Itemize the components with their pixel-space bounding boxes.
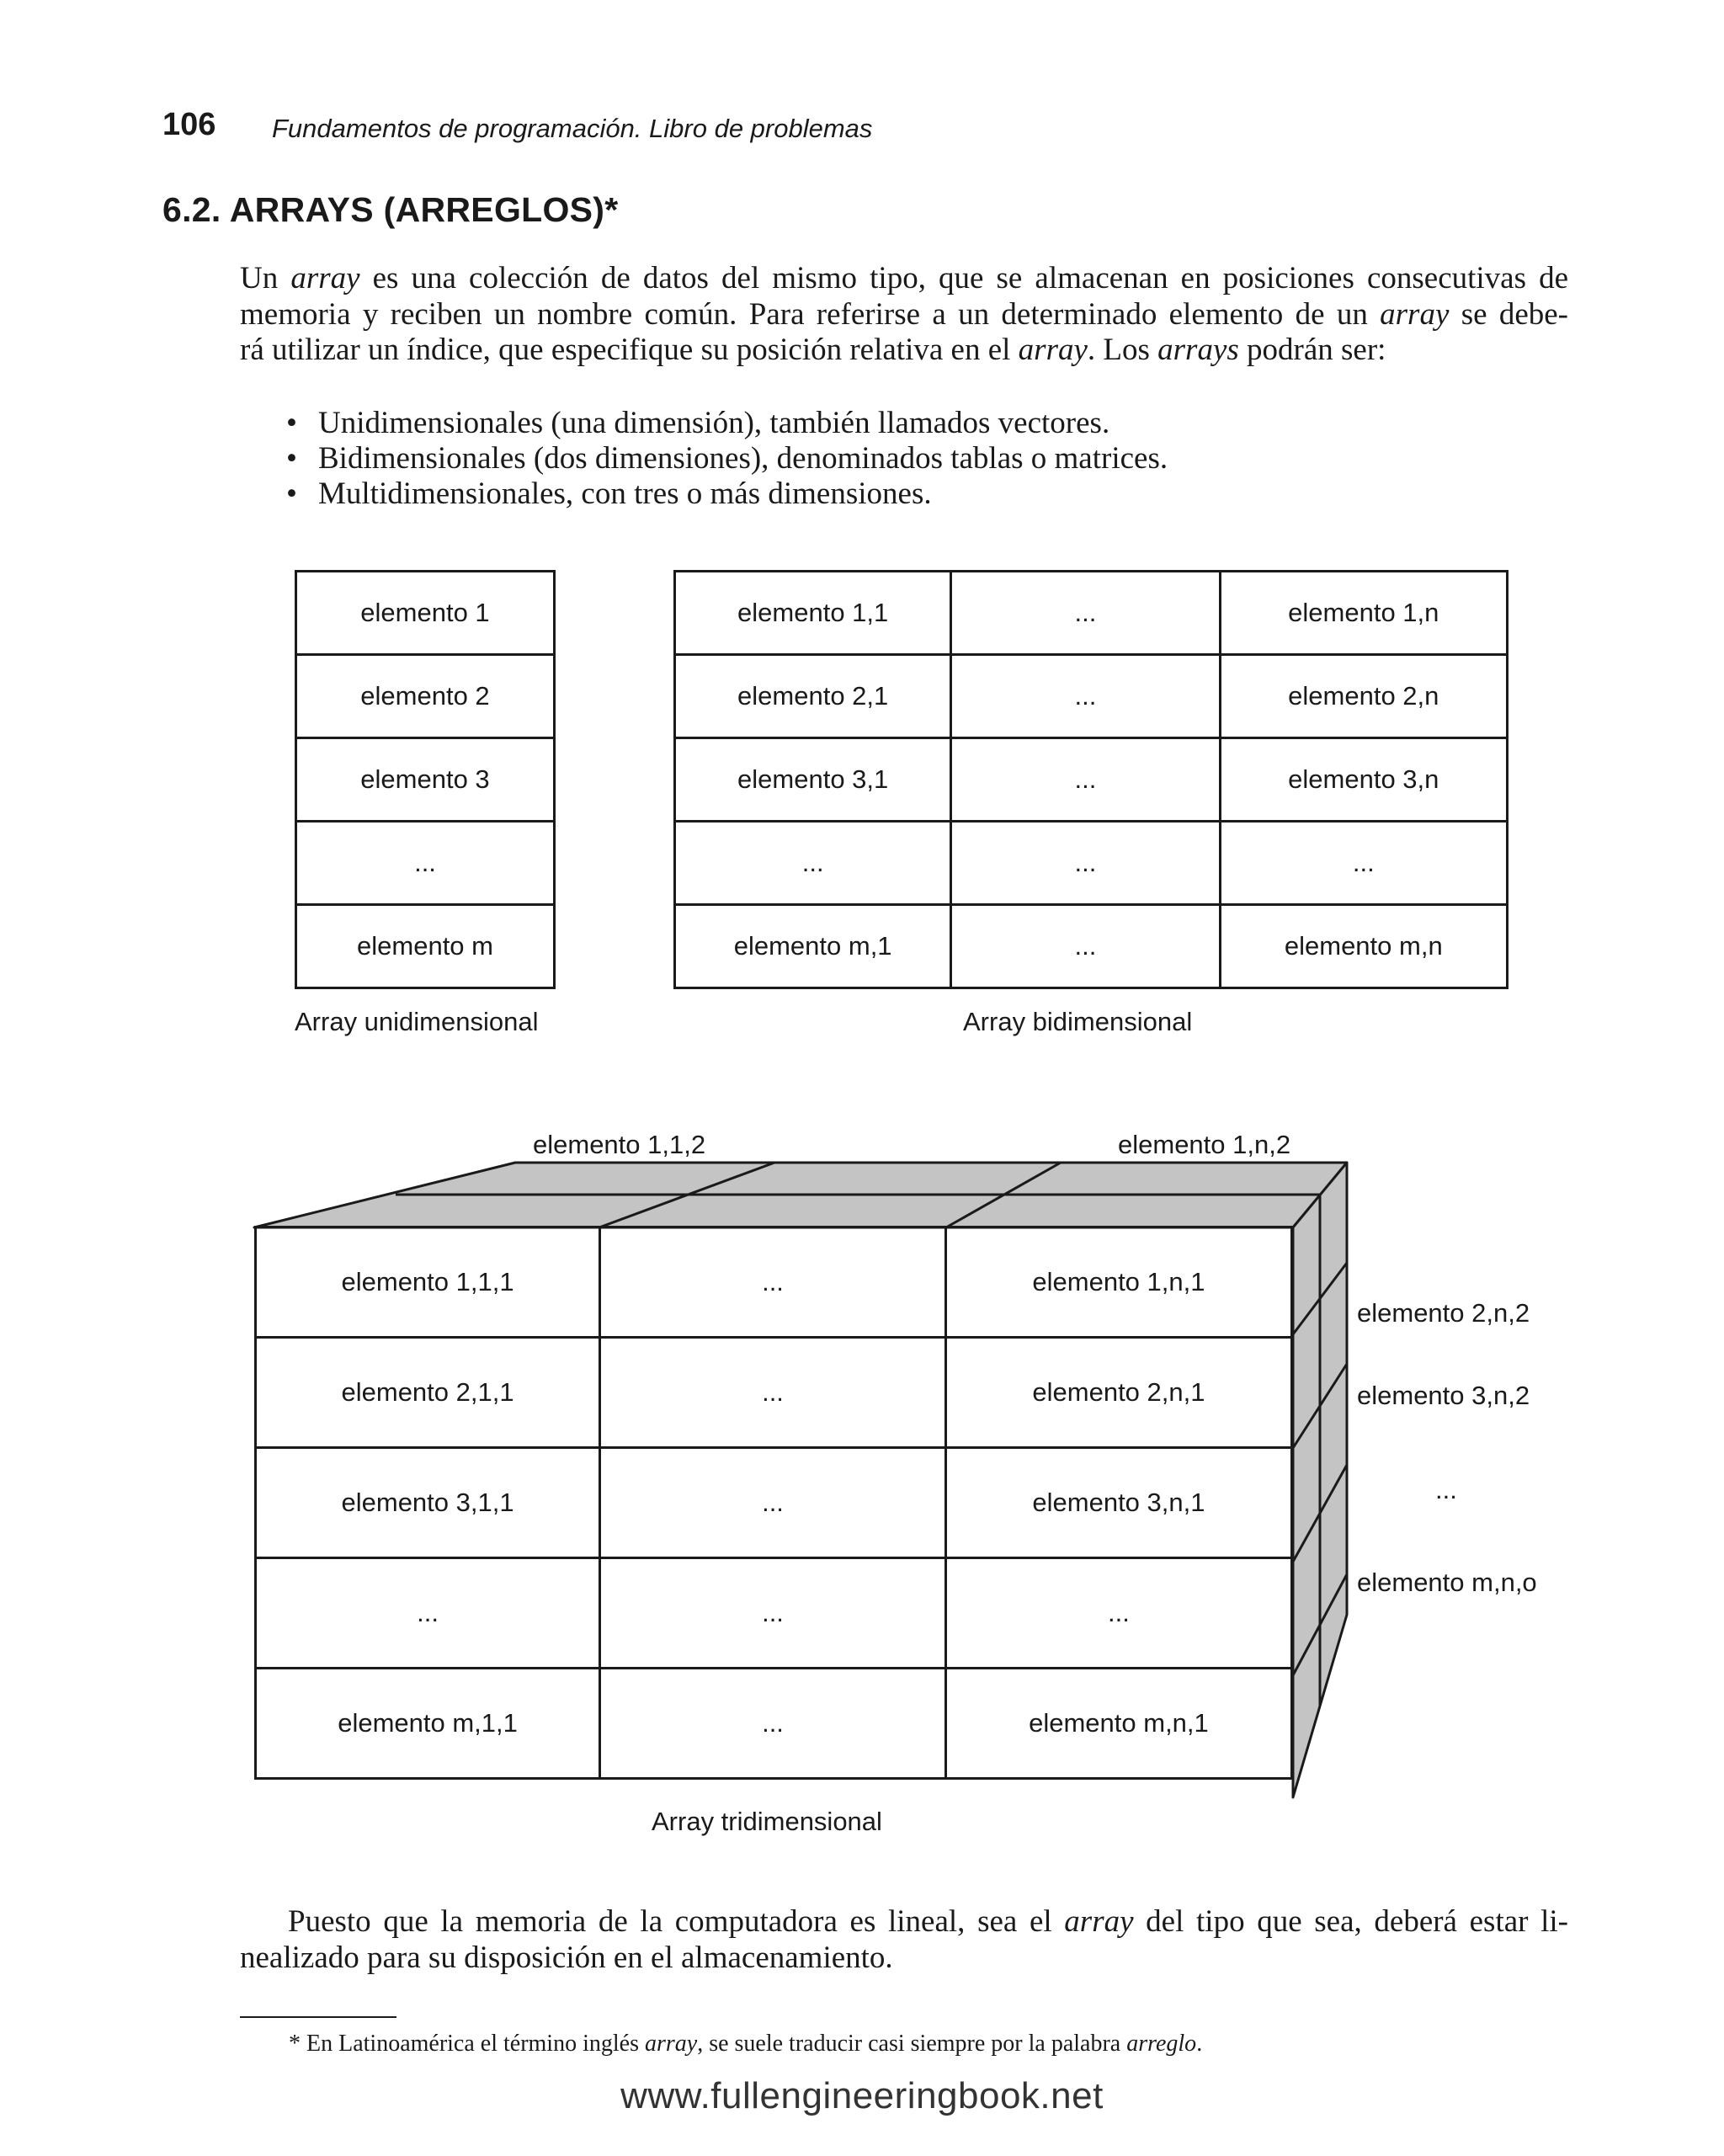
array-2d-cell: ... [951,822,1220,905]
array-3d-cell: elemento 3,n,1 [945,1448,1291,1558]
array-3d-cell: elemento m,n,1 [945,1669,1291,1779]
closing-line-1: Puesto que la memoria de la computadora es lineal, sea el array del tipo que sea, deberá estar li- [288,1904,1568,1939]
array-2d-caption: Array bidimensional [963,1007,1193,1036]
array-2d-cell: elemento m,n [1220,905,1507,988]
array-2d-cell: ... [951,655,1220,738]
section-heading: 6.2. ARRAYS (ARREGLOS)* [162,190,619,229]
footnote: * En Latinoamérica el término inglés array, se suele traducir casi siempre por la palabra arreglo. [289,2031,1203,2057]
array-3d-cell: ... [600,1227,946,1338]
array-3d-cell: ... [600,1558,946,1669]
array-3d-cell: elemento 1,1,1 [256,1227,600,1338]
array-3d-cell: elemento 1,n,1 [945,1227,1291,1338]
array-2d-cell: elemento 1,1 [675,572,951,655]
array-2d-cell: elemento 2,n [1220,655,1507,738]
array-1d-caption: Array unidimensional [295,1007,539,1036]
intro-line-2: memoria y reciben un nombre común. Para referirse a un determinado elemento de un array se debe- [240,296,1568,332]
array-3d-cell: ... [600,1448,946,1558]
array-3d-cell: ... [600,1669,946,1779]
array-3d-cell: elemento m,1,1 [256,1669,600,1779]
array-3d-side-label: elemento 2,n,2 [1357,1298,1530,1328]
array-2d-cell: ... [951,738,1220,822]
array-3d-top-label: elemento 1,n,2 [1118,1130,1291,1159]
intro-line-1: Un array es una colección de datos del mismo tipo, que se almacenan en posiciones consecutivas de [240,261,1568,295]
page-number: 106 [162,107,216,142]
array-2d-cell: elemento 2,1 [675,655,951,738]
array-3d-diagram [254,1226,1293,1780]
array-3d-cell: ... [600,1338,946,1448]
array-3d-side-label: ... [1435,1475,1457,1504]
array-3d-cell: elemento 2,n,1 [945,1338,1291,1448]
array-3d-cell: ... [256,1558,600,1669]
list-item: • Unidimensionales (una dimensión), también llamados vectores. [286,406,1168,441]
array-3d-caption: Array tridimensional [652,1807,882,1836]
array-1d-cell: elemento 3 [296,738,555,822]
array-3d-side-label: elemento 3,n,2 [1357,1381,1530,1410]
website-watermark: www.fullengineeringbook.net [620,2075,1104,2116]
array-3d-cell: ... [945,1558,1291,1669]
list-item: • Multidimensionales, con tres o más dimensiones. [286,476,1168,512]
closing-line-2: nealizado para su disposición en el almacenamiento. [240,1940,893,1975]
array-3d-top-label: elemento 1,1,2 [533,1130,706,1159]
array-2d-cell: elemento 1,n [1220,572,1507,655]
closing-paragraph [240,1904,1568,1976]
array-1d-cell: elemento 1 [296,572,555,655]
footnote-divider [240,2016,396,2018]
array-1d-cell: ... [296,822,555,905]
array-2d-cell: ... [951,572,1220,655]
array-2d-cell: ... [675,822,951,905]
array-3d-side-label: elemento m,n,o [1357,1568,1537,1597]
array-2d-cell: elemento m,1 [675,905,951,988]
array-2d-cell: ... [1220,822,1507,905]
running-title: Fundamentos de programación. Libro de problemas [272,114,873,143]
list-item: • Bidimensionales (dos dimensiones), denominados tablas o matrices. [286,441,1168,476]
intro-line-3: rá utilizar un índice, que especifique su posición relativa en el array. Los arrays podrán ser: [240,333,1386,367]
array-3d-cell: elemento 2,1,1 [256,1338,600,1448]
array-1d-cell: elemento 2 [296,655,555,738]
array-1d-cell: elemento m [296,905,555,988]
array-3d-cell: elemento 3,1,1 [256,1448,600,1558]
array-2d-cell: ... [951,905,1220,988]
array-2d-cell: elemento 3,n [1220,738,1507,822]
array-2d-cell: elemento 3,1 [675,738,951,822]
